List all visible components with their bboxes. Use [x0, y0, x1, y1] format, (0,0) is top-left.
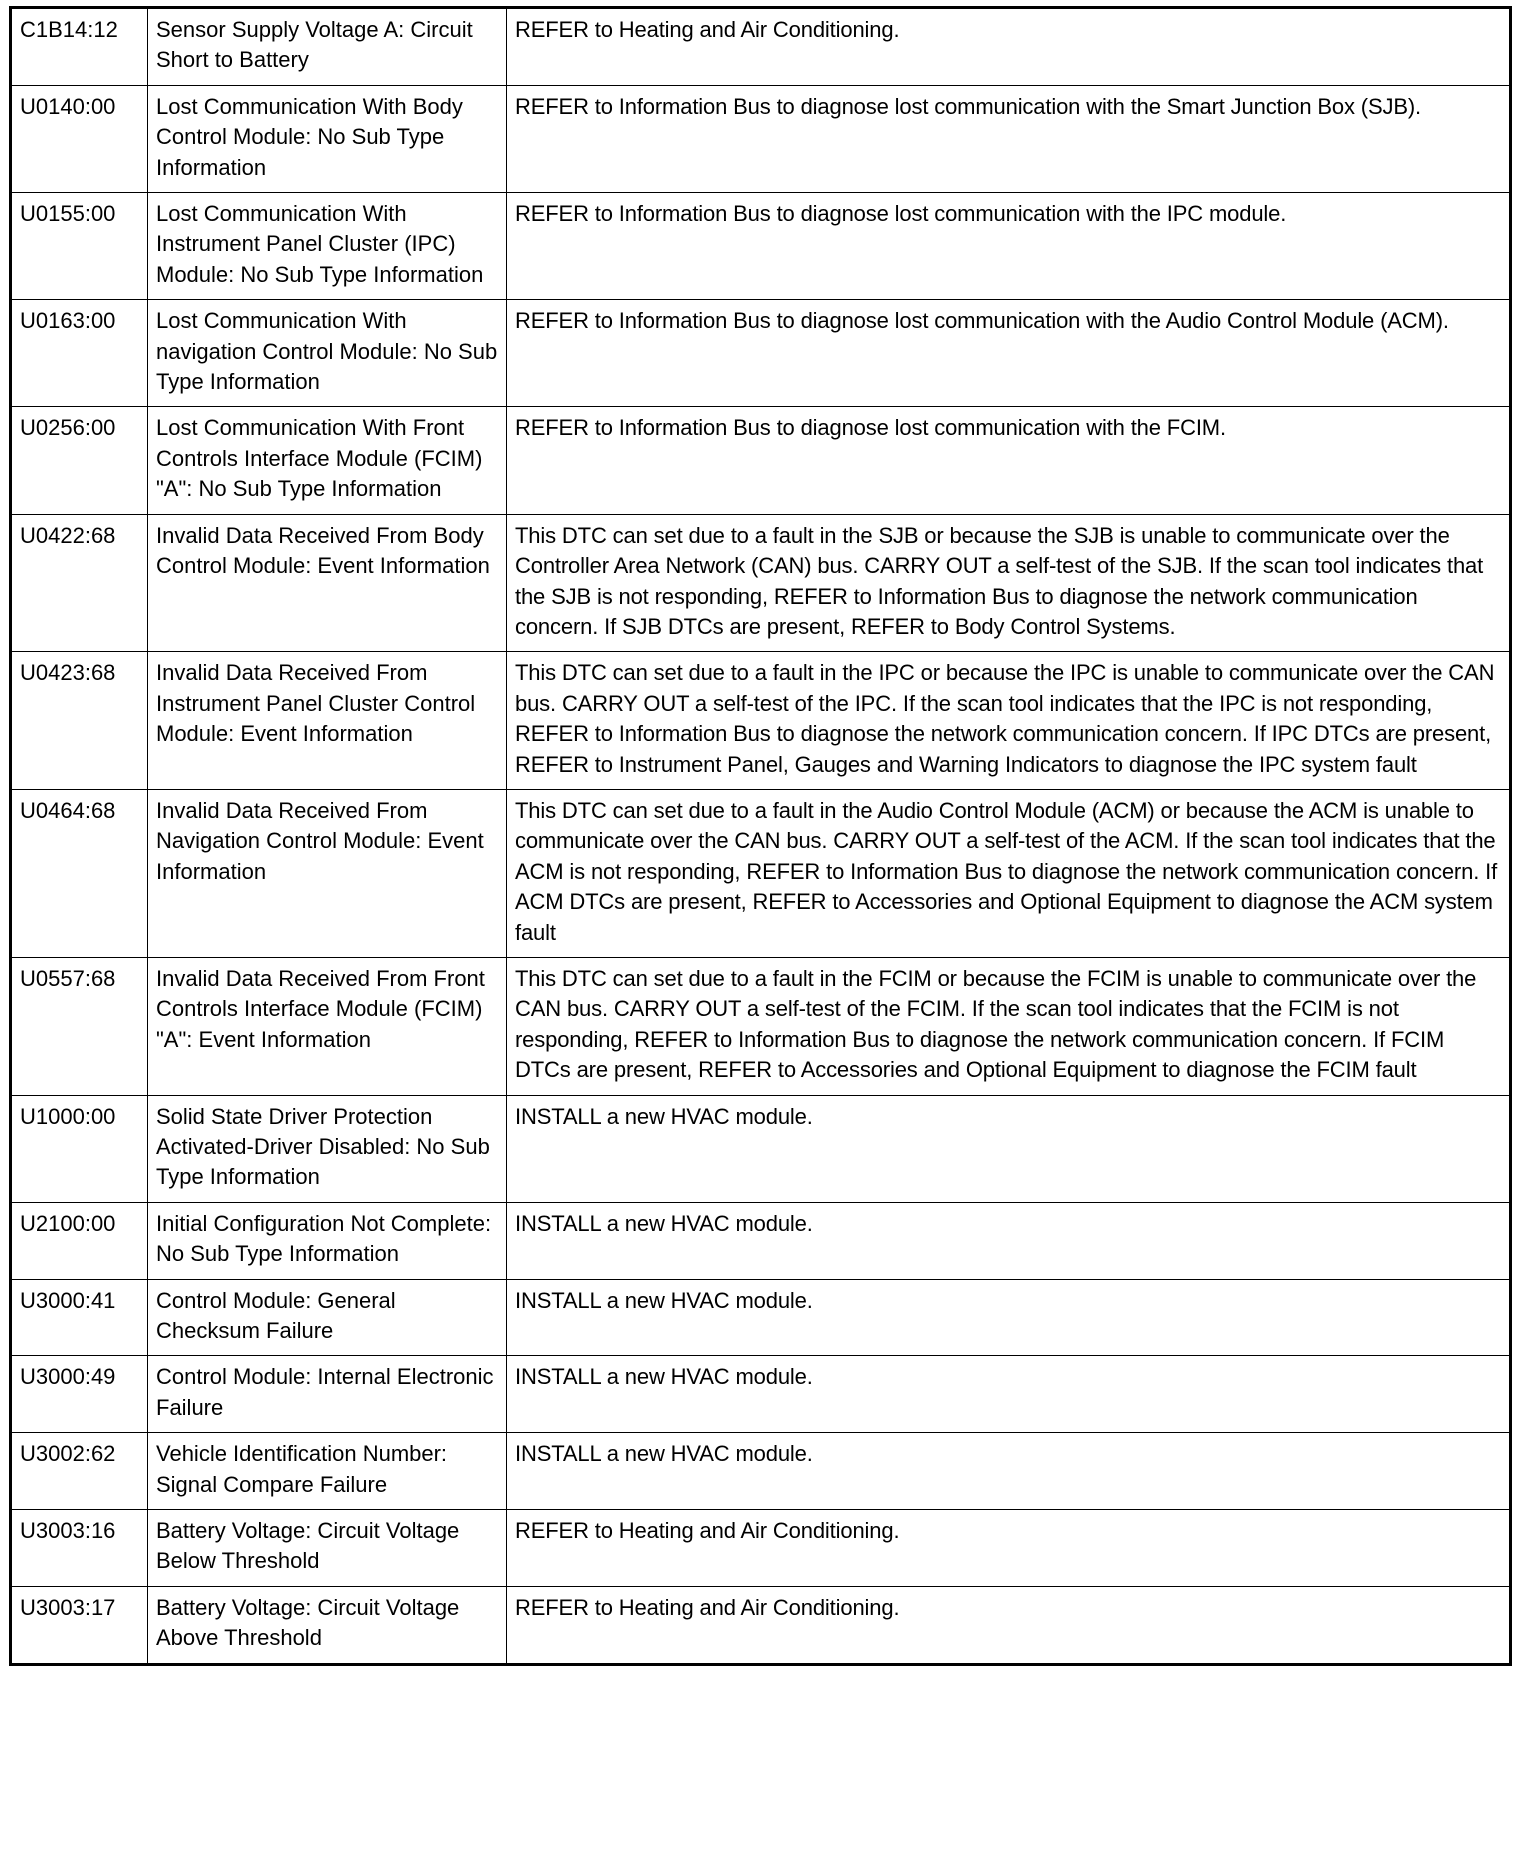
table-row — [11, 85, 1511, 192]
table-row — [11, 1202, 1511, 1279]
dtc-action-cell: This DTC can set due to a fault in the FCIM or because the FCIM is unable to communicate over the CAN bus. CARRY OUT a self-test of the FCIM. If the scan tool indicates that the FCIM is not responding, REFER to Information Bus to diagnose the network communication concern. If FCIM DTCs are present, REFER to Accessories and Optional Equipment to diagnose the FCIM fault — [507, 957, 1511, 1095]
dtc-action-cell: This DTC can set due to a fault in the IPC or because the IPC is unable to communicate over the CAN bus. CARRY OUT a self-test of the IPC. If the scan tool indicates that the IPC is not responding, REFER to Information Bus to diagnose the network communication concern. If IPC DTCs are present, REFER to Instrument Panel, Gauges and Warning Indicators to diagnose the IPC system fault — [507, 652, 1511, 790]
table-row — [11, 652, 1511, 790]
table-row — [11, 1510, 1511, 1587]
dtc-description-cell: Control Module: General Checksum Failure — [148, 1279, 507, 1356]
dtc-action-cell: INSTALL a new HVAC module. — [507, 1433, 1511, 1510]
table-row — [11, 514, 1511, 652]
dtc-description-cell: Initial Configuration Not Complete: No Sub Type Information — [148, 1202, 507, 1279]
table-row — [11, 957, 1511, 1095]
dtc-action-cell: INSTALL a new HVAC module. — [507, 1279, 1511, 1356]
dtc-code-cell: C1B14:12 — [11, 8, 148, 86]
dtc-description-cell: Invalid Data Received From Body Control Module: Event Information — [148, 514, 507, 652]
dtc-table-body — [11, 8, 1511, 1665]
dtc-description-cell: Lost Communication With navigation Control Module: No Sub Type Information — [148, 300, 507, 407]
dtc-code-cell: U0155:00 — [11, 193, 148, 300]
dtc-code-cell: U0140:00 — [11, 85, 148, 192]
dtc-action-cell: REFER to Information Bus to diagnose lost communication with the IPC module. — [507, 193, 1511, 300]
dtc-action-cell: REFER to Heating and Air Conditioning. — [507, 1510, 1511, 1587]
table-row — [11, 789, 1511, 957]
table-row — [11, 1279, 1511, 1356]
dtc-description-cell: Lost Communication With Body Control Module: No Sub Type Information — [148, 85, 507, 192]
dtc-description-cell: Battery Voltage: Circuit Voltage Above Threshold — [148, 1586, 507, 1664]
dtc-description-cell: Control Module: Internal Electronic Failure — [148, 1356, 507, 1433]
dtc-code-cell: U1000:00 — [11, 1095, 148, 1202]
table-row — [11, 407, 1511, 514]
dtc-description-cell: Vehicle Identification Number: Signal Compare Failure — [148, 1433, 507, 1510]
dtc-description-cell: Invalid Data Received From Front Controls Interface Module (FCIM) "A": Event Information — [148, 957, 507, 1095]
dtc-description-cell: Battery Voltage: Circuit Voltage Below Threshold — [148, 1510, 507, 1587]
table-row — [11, 193, 1511, 300]
dtc-code-cell: U3002:62 — [11, 1433, 148, 1510]
dtc-code-cell: U0423:68 — [11, 652, 148, 790]
dtc-action-cell: REFER to Information Bus to diagnose lost communication with the Smart Junction Box (SJB). — [507, 85, 1511, 192]
dtc-action-cell: This DTC can set due to a fault in the SJB or because the SJB is unable to communicate over the Controller Area Network (CAN) bus. CARRY OUT a self-test of the SJB. If the scan tool indicates that the SJB is not responding, REFER to Information Bus to diagnose the network communication concern. If SJB DTCs are present, REFER to Body Control Systems. — [507, 514, 1511, 652]
dtc-description-cell: Solid State Driver Protection Activated-Driver Disabled: No Sub Type Information — [148, 1095, 507, 1202]
dtc-code-cell: U0163:00 — [11, 300, 148, 407]
dtc-code-cell: U0464:68 — [11, 789, 148, 957]
dtc-description-cell: Lost Communication With Front Controls Interface Module (FCIM) "A": No Sub Type Information — [148, 407, 507, 514]
dtc-description-cell: Lost Communication With Instrument Panel Cluster (IPC) Module: No Sub Type Information — [148, 193, 507, 300]
dtc-code-cell: U0256:00 — [11, 407, 148, 514]
dtc-table — [9, 6, 1512, 1666]
dtc-description-cell: Sensor Supply Voltage A: Circuit Short to Battery — [148, 8, 507, 86]
dtc-action-cell: INSTALL a new HVAC module. — [507, 1202, 1511, 1279]
table-row — [11, 8, 1511, 86]
dtc-code-cell: U0557:68 — [11, 957, 148, 1095]
table-row — [11, 1095, 1511, 1202]
dtc-code-cell: U3000:41 — [11, 1279, 148, 1356]
table-row — [11, 1433, 1511, 1510]
dtc-code-cell: U0422:68 — [11, 514, 148, 652]
dtc-action-cell: REFER to Heating and Air Conditioning. — [507, 8, 1511, 86]
dtc-code-cell: U2100:00 — [11, 1202, 148, 1279]
dtc-action-cell: INSTALL a new HVAC module. — [507, 1356, 1511, 1433]
dtc-code-cell: U3003:17 — [11, 1586, 148, 1664]
table-row — [11, 1356, 1511, 1433]
dtc-code-cell: U3000:49 — [11, 1356, 148, 1433]
table-row — [11, 300, 1511, 407]
dtc-action-cell: REFER to Heating and Air Conditioning. — [507, 1586, 1511, 1664]
dtc-action-cell: INSTALL a new HVAC module. — [507, 1095, 1511, 1202]
dtc-action-cell: REFER to Information Bus to diagnose lost communication with the Audio Control Module (ACM). — [507, 300, 1511, 407]
dtc-action-cell: This DTC can set due to a fault in the Audio Control Module (ACM) or because the ACM is unable to communicate over the CAN bus. CARRY OUT a self-test of the ACM. If the scan tool indicates that the ACM is not responding, REFER to Information Bus to diagnose the network communication concern. If ACM DTCs are present, REFER to Accessories and Optional Equipment to diagnose the ACM system fault — [507, 789, 1511, 957]
dtc-description-cell: Invalid Data Received From Navigation Control Module: Event Information — [148, 789, 507, 957]
dtc-action-cell: REFER to Information Bus to diagnose lost communication with the FCIM. — [507, 407, 1511, 514]
dtc-code-cell: U3003:16 — [11, 1510, 148, 1587]
dtc-description-cell: Invalid Data Received From Instrument Panel Cluster Control Module: Event Information — [148, 652, 507, 790]
table-row — [11, 1586, 1511, 1664]
